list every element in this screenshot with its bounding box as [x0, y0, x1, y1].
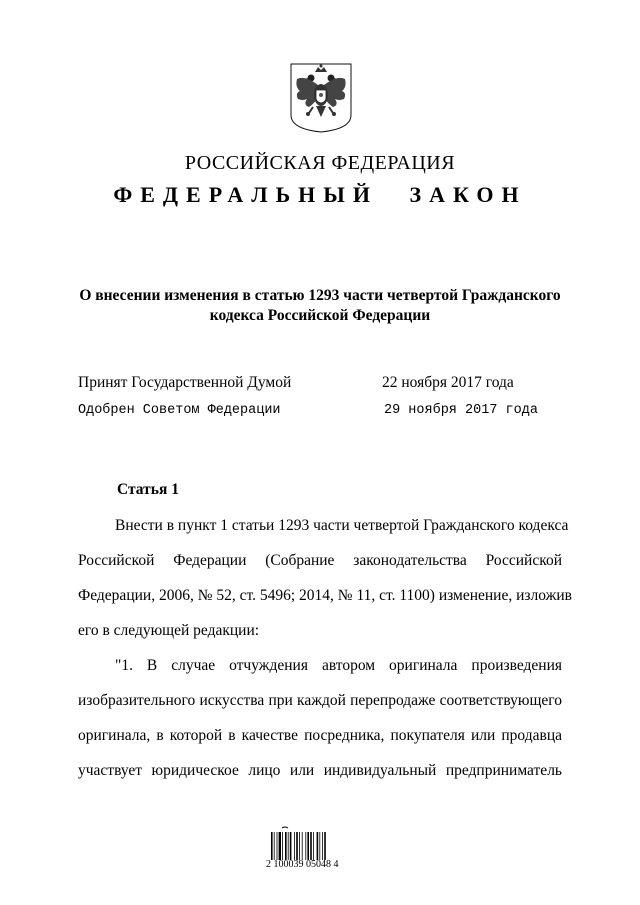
- adoption-date: 22 ноября 2017 года: [382, 374, 514, 391]
- paragraph-line: его в следующей редакции:: [78, 622, 260, 639]
- paragraph-line: изобразительного искусства при каждой перепродаже соответствующего: [78, 692, 562, 709]
- law-title-line-2: кодекса Российской Федерации: [209, 307, 431, 324]
- barcode-icon: [269, 826, 349, 860]
- law-title: [70, 286, 570, 326]
- law-title-line-1: О внесении изменения в статью 1293 части четвертой Гражданского: [79, 287, 561, 304]
- adoption-date: 29 ноября 2017 года: [384, 403, 538, 418]
- paragraph-line: Федерации, 2006, № 52, ст. 5496; 2014, № 11, ст. 1100) изменение, изложив: [78, 587, 572, 604]
- country-name: РОССИЙСКАЯ ФЕДЕРАЦИЯ: [184, 152, 456, 174]
- paragraph-line: участвует юридическое лицо или индивидуальный предприниматель: [78, 762, 562, 779]
- paragraph-line: оригинала, в которой в качестве посредника, покупателя или продавца: [78, 727, 562, 744]
- article-heading: Статья 1: [117, 481, 179, 498]
- adoption-label: Одобрен Советом Федерации: [78, 403, 281, 418]
- russian-coat-of-arms-icon: [289, 63, 353, 133]
- document-type: ФЕДЕРАЛЬНЫЙ ЗАКОН: [113, 182, 527, 207]
- adoption-council-row: [78, 403, 558, 423]
- paragraph-line: Внести в пункт 1 статьи 1293 части четвертой Гражданского кодекса: [115, 517, 569, 534]
- barcode-number: 2 100039 05048 4: [266, 859, 339, 870]
- adoption-label: Принят Государственной Думой: [78, 374, 292, 391]
- paragraph-line: "1. В случае отчуждения автором оригинала произведения: [115, 657, 562, 674]
- article-body: [78, 517, 572, 807]
- paragraph-line: Российской Федерации (Собрание законодательства Российской: [78, 552, 562, 569]
- adoption-duma-row: [78, 374, 558, 394]
